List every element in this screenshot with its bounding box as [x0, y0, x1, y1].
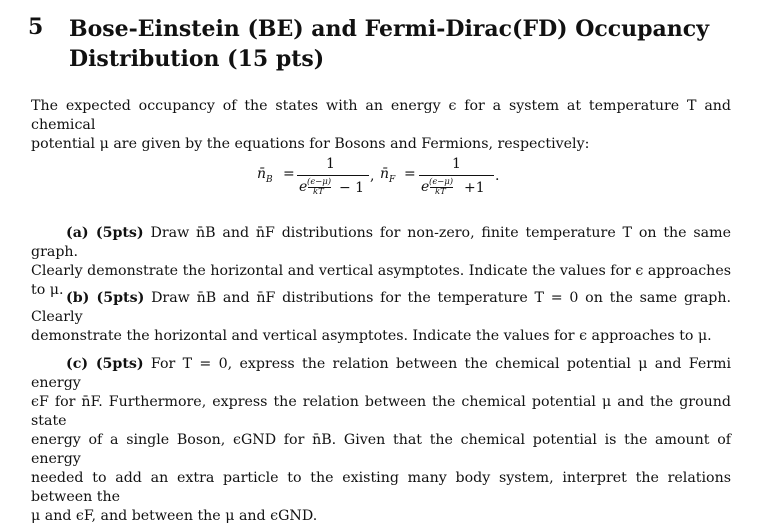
- equals-fermion: =: [404, 166, 416, 182]
- section-title: Bose-Einstein (BE) and Fermi-Dirac(FD) Occupancy Distribution (15 pts): [69, 16, 709, 72]
- numerator-fermion: 1: [452, 156, 461, 172]
- section-number: 5: [28, 14, 44, 40]
- lhs-boson: $n̄_B$: [257, 166, 273, 185]
- part-c-label: (c) (5pts): [66, 356, 144, 372]
- exponent-top-boson: (ϵ−μ): [307, 177, 332, 187]
- part-c-line-2: ϵF for n̄F. Furthermore, express the relation between the chemical potential μ and the ground state: [31, 394, 731, 429]
- exponent-top-fermion: (ϵ−μ): [429, 177, 454, 187]
- part-b-line-2: demonstrate the horizontal and vertical asymptotes. Indicate the values for ϵ approaches to μ.: [31, 328, 712, 344]
- plus-one: +1: [464, 180, 485, 196]
- part-c-line-5: μ and ϵF, and between the μ and ϵGND.: [31, 508, 318, 524]
- base-fermion: e: [421, 179, 430, 195]
- part-a-label: (a) (5pts): [66, 225, 144, 241]
- exponent-bottom-fermion: kT: [435, 187, 446, 197]
- equals-boson: =: [283, 166, 295, 182]
- fraction-bar-fermion: [419, 175, 494, 176]
- part-b: [31, 289, 731, 346]
- part-c-line-1: (c) (5pts) For T = 0, express the relation between the chemical potential μ and Fermi energy: [31, 356, 732, 391]
- numerator-boson: 1: [326, 156, 335, 172]
- comma: ,: [370, 168, 375, 184]
- intro-line-1: The expected occupancy of the states with an energy ϵ for a system at temperature T and chemical: [31, 98, 731, 133]
- base-boson: e: [299, 179, 308, 195]
- part-a-line-2: Clearly demonstrate the horizontal and vertical asymptotes. Indicate the values for ϵ approaches to μ.: [31, 263, 731, 298]
- intro-paragraph: [31, 97, 731, 154]
- fraction-bar-boson: [297, 175, 369, 176]
- lhs-fermion: $n̄_F$: [380, 166, 396, 185]
- part-b-label: (b) (5pts): [66, 290, 145, 306]
- part-c-line-3: energy of a single Boson, ϵGND for n̄B. Given that the chemical potential is the amount of energy: [31, 432, 731, 467]
- exponent-bottom-boson: kT: [313, 187, 324, 197]
- part-a-line-1: (a) (5pts) Draw n̄B and n̄F distributions for non-zero, finite temperature T on the same graph.: [31, 225, 731, 260]
- part-c: [31, 355, 731, 526]
- intro-line-2: potential μ are given by the equations for Bosons and Fermions, respectively:: [31, 136, 590, 152]
- occupancy-equation: [257, 153, 537, 199]
- minus-one: − 1: [339, 180, 365, 196]
- part-c-line-4: needed to add an extra particle to the existing many body system, interpret the relations between the: [31, 470, 731, 505]
- period: .: [495, 168, 500, 184]
- part-b-line-1: (b) (5pts) Draw n̄B and n̄F distributions for the temperature T = 0 on the same graph. Clearly: [31, 290, 732, 325]
